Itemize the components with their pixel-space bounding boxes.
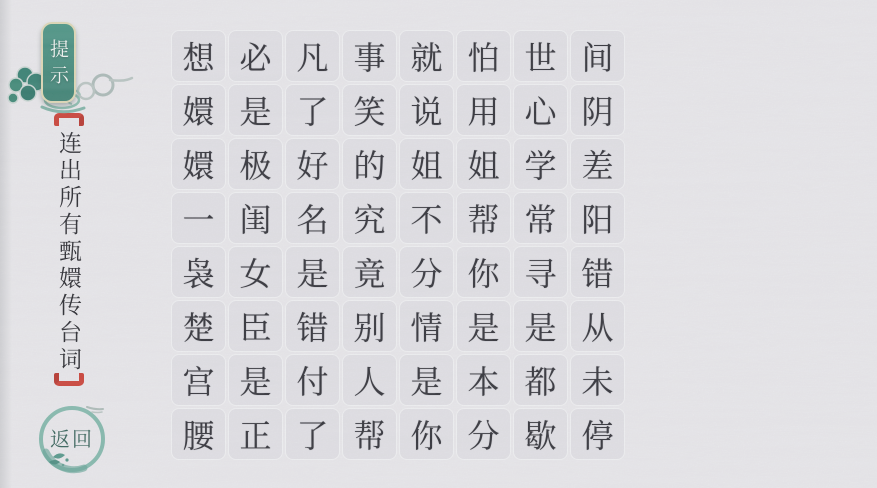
grid-cell[interactable]: 臣 <box>228 300 283 352</box>
grid-cell[interactable]: 不 <box>399 192 454 244</box>
grid-cell[interactable]: 究 <box>342 192 397 244</box>
grid-cell[interactable]: 的 <box>342 138 397 190</box>
grid-cell[interactable]: 怕 <box>456 30 511 82</box>
grid-cell[interactable]: 你 <box>456 246 511 298</box>
grid-cell[interactable]: 极 <box>228 138 283 190</box>
grid-cell[interactable]: 停 <box>570 408 625 460</box>
grid-cell[interactable]: 姐 <box>456 138 511 190</box>
grid-cell[interactable]: 名 <box>285 192 340 244</box>
grid-cell[interactable]: 都 <box>513 354 568 406</box>
hint-button[interactable] <box>41 22 76 103</box>
grid-cell[interactable]: 学 <box>513 138 568 190</box>
grid-cell[interactable]: 嬛 <box>171 138 226 190</box>
grid-cell[interactable]: 世 <box>513 30 568 82</box>
grid-cell[interactable]: 笑 <box>342 84 397 136</box>
grid-cell[interactable]: 姐 <box>399 138 454 190</box>
grid-cell[interactable]: 凡 <box>285 30 340 82</box>
grid-cell[interactable]: 袅 <box>171 246 226 298</box>
grid-cell[interactable]: 宫 <box>171 354 226 406</box>
grid-cell[interactable]: 说 <box>399 84 454 136</box>
grid-cell[interactable]: 阴 <box>570 84 625 136</box>
grid-cell[interactable]: 你 <box>399 408 454 460</box>
grid-cell[interactable]: 是 <box>399 354 454 406</box>
grid-cell[interactable]: 间 <box>570 30 625 82</box>
grid-cell[interactable]: 错 <box>570 246 625 298</box>
grid-cell[interactable]: 别 <box>342 300 397 352</box>
grid-cell[interactable]: 分 <box>456 408 511 460</box>
left-edge-shadow <box>0 0 12 488</box>
grid-cell[interactable]: 就 <box>399 30 454 82</box>
grid-cell[interactable]: 帮 <box>342 408 397 460</box>
grid-cell[interactable]: 是 <box>228 84 283 136</box>
grid-cell[interactable]: 嬛 <box>171 84 226 136</box>
grid-cell[interactable]: 用 <box>456 84 511 136</box>
grid-cell[interactable]: 是 <box>513 300 568 352</box>
grid-cell[interactable]: 人 <box>342 354 397 406</box>
grid-cell[interactable]: 楚 <box>171 300 226 352</box>
grid-cell[interactable]: 寻 <box>513 246 568 298</box>
grid-cell[interactable]: 分 <box>399 246 454 298</box>
grid-cell[interactable]: 错 <box>285 300 340 352</box>
grid-cell[interactable]: 腰 <box>171 408 226 460</box>
grid-cell[interactable]: 了 <box>285 84 340 136</box>
grid-cell[interactable]: 本 <box>456 354 511 406</box>
grid-cell[interactable]: 歇 <box>513 408 568 460</box>
grid-cell[interactable]: 闺 <box>228 192 283 244</box>
grid-cell[interactable]: 未 <box>570 354 625 406</box>
grid-cell[interactable]: 一 <box>171 192 226 244</box>
grid-cell[interactable]: 好 <box>285 138 340 190</box>
grid-cell[interactable]: 女 <box>228 246 283 298</box>
grid-cell[interactable]: 了 <box>285 408 340 460</box>
hint-text: 连出所有甄嬛传台词 <box>55 131 81 374</box>
grid-cell[interactable]: 事 <box>342 30 397 82</box>
back-button[interactable] <box>33 400 111 478</box>
grid-cell[interactable]: 是 <box>456 300 511 352</box>
grid-cell[interactable]: 常 <box>513 192 568 244</box>
grid-cell[interactable]: 从 <box>570 300 625 352</box>
grid-cell[interactable]: 差 <box>570 138 625 190</box>
grid-cell[interactable]: 是 <box>285 246 340 298</box>
bracket-top-icon <box>54 113 84 126</box>
grid-cell[interactable]: 情 <box>399 300 454 352</box>
grid-cell[interactable]: 必 <box>228 30 283 82</box>
grid-cell[interactable]: 正 <box>228 408 283 460</box>
hint-button-label: 提示 <box>47 38 69 91</box>
grid-cell[interactable]: 竟 <box>342 246 397 298</box>
back-button-label: 返回 <box>50 426 94 451</box>
grid-cell[interactable]: 阳 <box>570 192 625 244</box>
grid-cell[interactable]: 帮 <box>456 192 511 244</box>
bracket-bottom-icon <box>54 373 84 386</box>
grid-cell[interactable]: 想 <box>171 30 226 82</box>
character-grid <box>171 30 625 460</box>
grid-cell[interactable]: 是 <box>228 354 283 406</box>
grid-cell[interactable]: 心 <box>513 84 568 136</box>
grid-cell[interactable]: 付 <box>285 354 340 406</box>
